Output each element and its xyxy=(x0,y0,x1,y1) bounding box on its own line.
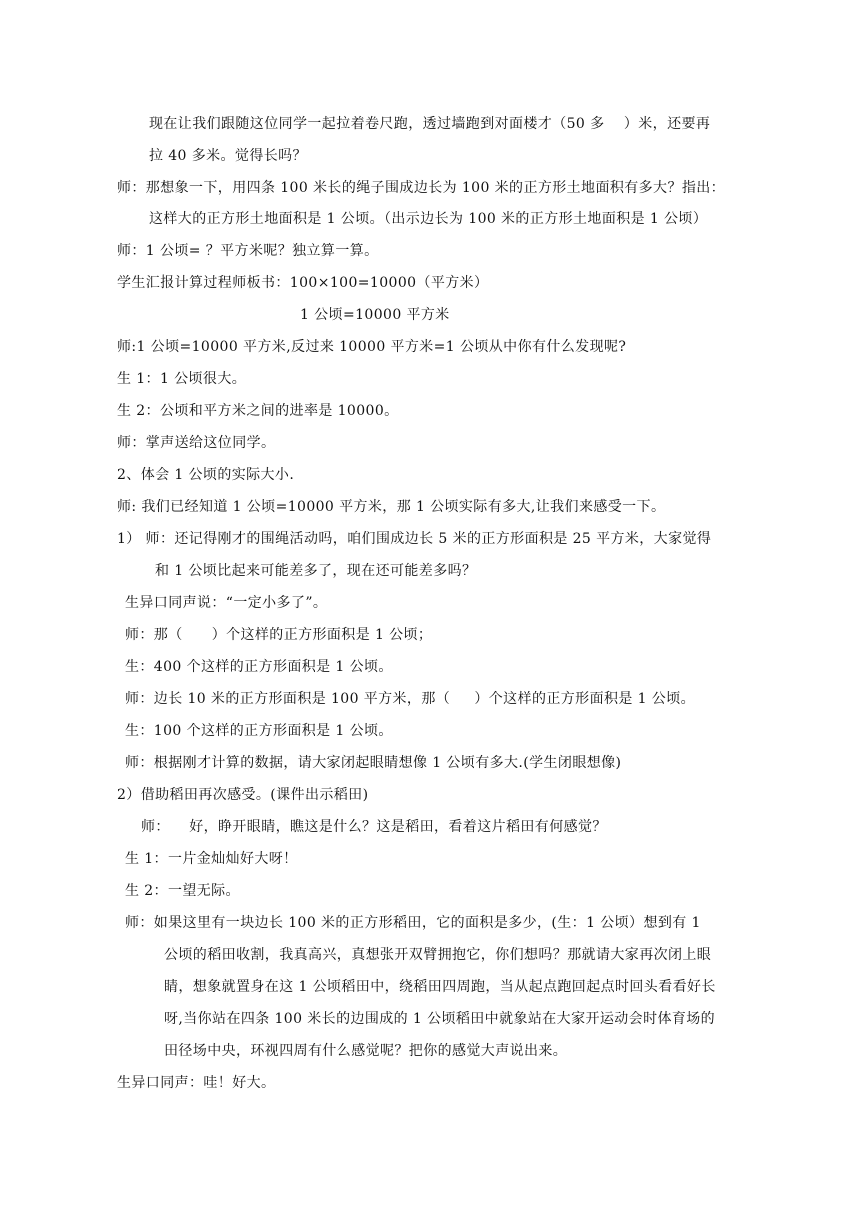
text-line: 1） 师：还记得刚才的围绳活动吗，咱们围成边长 5 米的正方形面积是 25 平方米，大家觉得 xyxy=(117,531,712,547)
text-line: 学生汇报计算过程师板书：100×100=10000（平方米） xyxy=(117,275,489,291)
text-line: 和 1 公顷比起来可能差多了，现在还可能差多吗？ xyxy=(155,563,477,579)
text-line: 师:1 公顷=10000 平方米,反过来 10000 平方米=1 公顷从中你有什么发现呢? xyxy=(117,339,627,355)
text-line: 现在让我们跟随这位同学一起拉着卷尺跑，透过墙跑到对面楼才（50 多 ）米，还要再 xyxy=(149,116,711,132)
text-line: 生：400 个这样的正方形面积是 1 公顷。 xyxy=(125,659,393,675)
text-line: 师： 好，睁开眼睛，瞧这是什么？这是稻田，看着这片稻田有何感觉？ xyxy=(141,819,607,835)
text-line: 师: 我们已经知道 1 公顷=10000 平方米，那 1 公顷实际有多大,让我们来感受一下。 xyxy=(117,499,666,515)
text-line: 生 2：公顷和平方米之间的进率是 10000。 xyxy=(117,403,399,419)
text-line: 师：根据刚才计算的数据，请大家闭起眼睛想像 1 公顷有多大.(学生闭眼想像) xyxy=(125,755,622,771)
text-line: 生 2：一望无际。 xyxy=(125,883,240,899)
text-line: 生异口同声：哇！好大。 xyxy=(117,1075,276,1091)
text-line: 生 1：1 公顷很大。 xyxy=(117,371,247,387)
text-line: 生 1：一片金灿灿好大呀！ xyxy=(125,851,298,867)
text-line: 这样大的正方形土地面积是 1 公顷。（出示边长为 100 米的正方形土地面积是 1 公顷） xyxy=(149,211,708,227)
text-line: 师：边长 10 米的正方形面积是 100 平方米，那（ ）个这样的正方形面积是 1 公顷。 xyxy=(125,691,695,707)
text-line: 田径场中央，环视四周有什么感觉呢？把你的感觉大声说出来。 xyxy=(164,1043,568,1059)
text-line: 生异口同声说：“一定小多了”。 xyxy=(125,595,328,611)
text-line: 1 公顷=10000 平方米 xyxy=(300,307,450,323)
text-line: 师：1 公顷= ？平方米呢？独立算一算。 xyxy=(117,243,379,259)
text-line: 师：那想象一下，用四条 100 米长的绳子围成边长为 100 米的正方形土地面积有多大？指出： xyxy=(117,180,726,196)
text-line: 师：那（ ）个这样的正方形面积是 1 公顷； xyxy=(125,627,433,643)
section-heading: 2）借助稻田再次感受。(课件出示稻田) xyxy=(117,787,369,803)
text-line: 师：如果这里有一块边长 100 米的正方形稻田，它的面积是多少，(生：1 公顷）想到有 1 xyxy=(125,915,701,931)
text-line: 拉 40 多米。觉得长吗？ xyxy=(149,148,307,164)
text-line: 呀,当你站在四条 100 米长的边围成的 1 公顷稻田中就象站在大家开运动会时体育场的 xyxy=(164,1011,716,1027)
section-heading: 2、体会 1 公顷的实际大小. xyxy=(117,467,295,483)
text-line: 睛，想象就置身在这 1 公顷稻田中，绕稻田四周跑，当从起点跑回起点时回头看看好长 xyxy=(164,979,716,995)
text-line: 生：100 个这样的正方形面积是 1 公顷。 xyxy=(125,723,393,739)
text-line: 公顷的稻田收割，我真高兴，真想张开双臂拥抱它，你们想吗？那就请大家再次闭上眼 xyxy=(164,947,712,963)
text-line: 师：掌声送给这位同学。 xyxy=(117,435,276,451)
